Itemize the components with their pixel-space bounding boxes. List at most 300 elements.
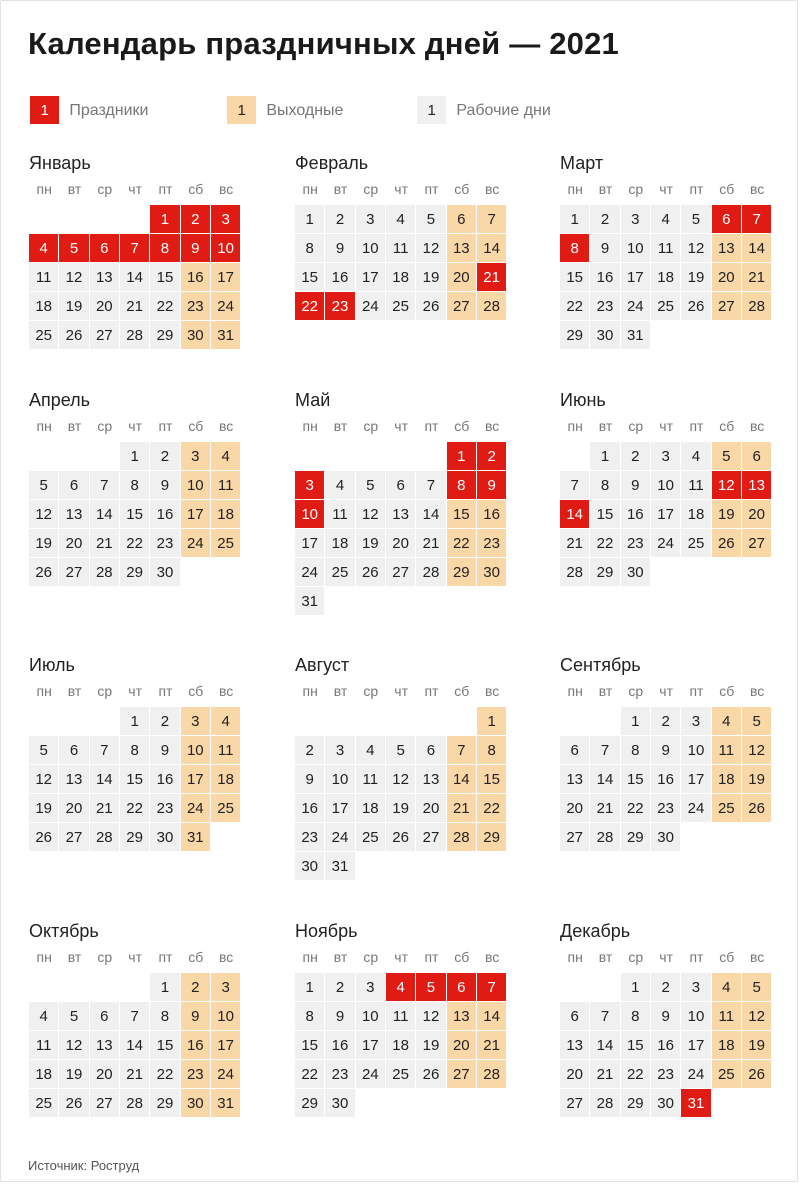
weekend-cell: 15 [447,500,476,528]
legend-swatch-weekend: 1 [227,96,256,124]
workday-cell: 15 [150,263,179,291]
month-name: Май [295,390,331,410]
weekday-label: вс [749,181,765,197]
weekend-cell: 11 [712,736,741,764]
weekend-cell: 7 [447,736,476,764]
weekend-cell: 24 [181,794,210,822]
weekend-cell: 11 [712,1002,741,1030]
weekday-header [29,946,244,968]
empty-cell [386,587,415,615]
workday-cell: 15 [150,1031,179,1059]
week-row [295,852,510,881]
weekday-label: пт [158,181,173,197]
weekday-label: чт [128,683,142,699]
week-row [560,292,775,321]
weekday-label: ср [363,181,379,197]
weekend-cell: 11 [211,471,240,499]
weekday-header [295,680,510,702]
month-days [295,973,510,1118]
week-row [29,736,244,765]
legend-label-workdays: Рабочие дни [456,101,551,119]
workday-cell: 25 [681,529,710,557]
weekday-label: сб [454,949,470,965]
empty-cell [59,442,88,470]
week-row [29,823,244,852]
weekend-cell: 14 [447,765,476,793]
workday-cell: 11 [681,471,710,499]
weekend-cell: 4 [712,707,741,735]
month-block [560,920,775,1118]
workday-cell: 26 [59,321,88,349]
holiday-cell: 7 [477,973,506,1001]
weekday-label: пт [689,683,704,699]
workday-cell: 4 [681,442,710,470]
workday-cell: 30 [651,1089,680,1117]
holiday-cell: 31 [681,1089,710,1117]
workday-cell: 3 [651,442,680,470]
weekend-cell: 25 [712,1060,741,1088]
workday-cell: 20 [90,1060,119,1088]
empty-cell [386,1089,415,1117]
week-row [560,471,775,500]
week-row [29,1089,244,1118]
weekend-cell: 13 [712,234,741,262]
workday-cell: 22 [621,794,650,822]
holiday-cell: 14 [560,500,589,528]
workday-cell: 28 [560,558,589,586]
weekend-cell: 12 [742,1002,771,1030]
empty-cell [560,442,589,470]
month-name: Март [560,153,604,173]
empty-cell [712,321,741,349]
week-row [295,292,510,321]
weekday-label: пн [302,181,318,197]
weekend-cell: 29 [477,823,506,851]
workday-cell: 2 [150,707,179,735]
workday-cell: 5 [29,736,58,764]
week-row [560,707,775,736]
workday-cell: 29 [621,1089,650,1117]
workday-cell: 14 [590,765,619,793]
workday-cell: 17 [621,263,650,291]
weekday-header [560,415,775,437]
workday-cell: 27 [386,558,415,586]
weekday-label: сб [188,949,204,965]
week-row [29,794,244,823]
workday-cell: 28 [90,823,119,851]
holiday-cell: 6 [712,205,741,233]
weekend-cell: 14 [742,234,771,262]
weekday-label: сб [719,418,735,434]
empty-cell [590,973,619,1001]
workday-cell: 21 [120,292,149,320]
weekday-label: вс [484,683,500,699]
weekend-cell: 30 [477,558,506,586]
workday-cell: 20 [59,529,88,557]
weekend-cell: 19 [742,1031,771,1059]
workday-cell: 2 [325,205,354,233]
weekday-label: пн [567,418,583,434]
weekday-label: пн [36,949,52,965]
workday-cell: 12 [29,765,58,793]
workday-cell: 3 [325,736,354,764]
workday-cell: 18 [356,794,385,822]
weekday-label: сб [719,949,735,965]
week-row [295,263,510,292]
week-row [560,321,775,350]
week-row [29,321,244,350]
weekend-cell: 25 [712,794,741,822]
workday-cell: 23 [150,529,179,557]
workday-cell: 11 [325,500,354,528]
week-row [29,1002,244,1031]
workday-cell: 26 [386,823,415,851]
month-days [29,973,244,1118]
week-row [295,442,510,471]
holiday-cell: 1 [150,205,179,233]
weekend-cell: 24 [211,1060,240,1088]
workday-cell: 15 [621,1031,650,1059]
weekday-label: сб [454,418,470,434]
weekend-cell: 23 [181,1060,210,1088]
holiday-cell: 22 [295,292,324,320]
holiday-cell: 23 [325,292,354,320]
weekday-label: сб [719,181,735,197]
workday-cell: 27 [59,558,88,586]
weekend-cell: 26 [742,794,771,822]
workday-cell: 30 [295,852,324,880]
weekday-label: чт [659,181,673,197]
workday-cell: 15 [295,263,324,291]
weekday-label: пн [36,683,52,699]
empty-cell [356,442,385,470]
workday-cell: 23 [590,292,619,320]
workday-cell: 27 [416,823,445,851]
workday-cell: 1 [621,973,650,1001]
workday-cell: 29 [150,1089,179,1117]
empty-cell [560,973,589,1001]
workday-cell: 19 [416,1031,445,1059]
weekday-label: пт [158,683,173,699]
month-block [29,920,244,1118]
weekday-label: пт [689,181,704,197]
weekday-label: вс [749,949,765,965]
weekday-label: сб [188,683,204,699]
month-name: Декабрь [560,921,631,941]
weekend-cell: 28 [477,1060,506,1088]
workday-cell: 24 [356,292,385,320]
week-row [560,736,775,765]
month-days [295,442,510,616]
workday-cell: 6 [59,471,88,499]
workday-cell: 17 [681,765,710,793]
workday-cell: 18 [651,263,680,291]
workday-cell: 8 [295,1002,324,1030]
weekend-cell: 31 [181,823,210,851]
workday-cell: 8 [621,736,650,764]
month-block [295,389,510,616]
workday-cell: 22 [295,1060,324,1088]
weekday-label: пт [424,683,439,699]
workday-cell: 8 [120,471,149,499]
weekday-header [29,415,244,437]
workday-cell: 6 [59,736,88,764]
weekday-header [295,946,510,968]
weekend-cell: 27 [447,292,476,320]
weekday-label: вт [333,949,348,965]
workday-cell: 14 [90,500,119,528]
weekend-cell: 25 [211,794,240,822]
workday-cell: 29 [120,823,149,851]
workday-cell: 21 [590,1060,619,1088]
empty-cell [651,558,680,586]
weekday-label: чт [659,683,673,699]
workday-cell: 2 [325,973,354,1001]
workday-cell: 9 [150,736,179,764]
workday-cell: 3 [681,973,710,1001]
empty-cell [477,852,506,880]
empty-cell [120,205,149,233]
week-row [560,973,775,1002]
workday-cell: 23 [325,1060,354,1088]
workday-cell: 1 [590,442,619,470]
month-name: Апрель [29,390,91,410]
workday-cell: 7 [90,471,119,499]
workday-cell: 24 [325,823,354,851]
month-block [295,654,510,881]
weekday-label: вс [218,181,234,197]
holiday-cell: 10 [211,234,240,262]
month-days [560,205,775,350]
weekend-cell: 18 [211,500,240,528]
weekend-cell: 31 [211,1089,240,1117]
empty-cell [416,587,445,615]
weekend-cell: 21 [447,794,476,822]
workday-cell: 16 [150,500,179,528]
week-row [29,558,244,587]
workday-cell: 1 [150,973,179,1001]
workday-cell: 16 [295,794,324,822]
weekend-cell: 23 [181,292,210,320]
empty-cell [447,852,476,880]
empty-cell [29,442,58,470]
weekday-header [295,415,510,437]
workday-cell: 5 [356,471,385,499]
workday-cell: 2 [651,973,680,1001]
weekend-cell: 27 [447,1060,476,1088]
workday-cell: 3 [621,205,650,233]
workday-cell: 21 [590,794,619,822]
workday-cell: 9 [651,1002,680,1030]
workday-cell: 22 [150,1060,179,1088]
week-row [560,529,775,558]
empty-cell [560,707,589,735]
source-note: Источник: Роструд [28,1158,140,1173]
empty-cell [325,707,354,735]
month-days [560,707,775,852]
workday-cell: 19 [416,263,445,291]
weekend-cell: 10 [181,736,210,764]
workday-cell: 3 [356,973,385,1001]
empty-cell [590,707,619,735]
holiday-cell: 5 [416,973,445,1001]
week-row [560,823,775,852]
empty-cell [29,973,58,1001]
workday-cell: 23 [295,823,324,851]
weekday-label: пт [424,949,439,965]
workday-cell: 10 [356,1002,385,1030]
weekend-cell: 17 [211,263,240,291]
workday-cell: 21 [90,794,119,822]
workday-cell: 17 [651,500,680,528]
workday-cell: 10 [325,765,354,793]
weekend-cell: 20 [742,500,771,528]
month-block [29,654,244,852]
workday-cell: 28 [90,558,119,586]
week-row [295,736,510,765]
workday-cell: 13 [59,500,88,528]
weekend-cell: 17 [181,765,210,793]
weekday-header [29,178,244,200]
workday-cell: 30 [150,823,179,851]
workday-cell: 25 [386,1060,415,1088]
weekend-cell: 27 [742,529,771,557]
workday-cell: 8 [621,1002,650,1030]
weekday-label: сб [188,418,204,434]
workday-cell: 9 [295,765,324,793]
workday-cell: 9 [621,471,650,499]
workday-cell: 26 [416,1060,445,1088]
empty-cell [295,442,324,470]
weekend-cell: 19 [712,500,741,528]
workday-cell: 10 [356,234,385,262]
weekday-label: пн [302,683,318,699]
week-row [29,1031,244,1060]
weekend-cell: 16 [181,1031,210,1059]
workday-cell: 10 [621,234,650,262]
month-days [295,205,510,321]
holiday-cell: 10 [295,500,324,528]
holiday-cell: 4 [386,973,415,1001]
workday-cell: 5 [59,1002,88,1030]
holiday-cell: 6 [90,234,119,262]
weekday-label: пн [567,181,583,197]
week-row [560,1002,775,1031]
workday-cell: 22 [150,292,179,320]
workday-cell: 21 [560,529,589,557]
empty-cell [29,205,58,233]
month-block [29,389,244,587]
workday-cell: 7 [416,471,445,499]
workday-cell: 12 [59,263,88,291]
weekend-cell: 19 [742,765,771,793]
workday-cell: 14 [416,500,445,528]
month-name: Январь [29,153,91,173]
weekday-label: пт [689,418,704,434]
weekday-label: вт [598,949,613,965]
workday-cell: 26 [416,292,445,320]
workday-cell: 1 [120,707,149,735]
week-row [295,765,510,794]
workday-cell: 11 [386,1002,415,1030]
weekday-label: вт [67,418,82,434]
empty-cell [356,707,385,735]
weekday-label: пт [689,949,704,965]
workday-cell: 25 [29,321,58,349]
workday-cell: 17 [681,1031,710,1059]
workday-cell: 29 [150,321,179,349]
workday-cell: 11 [29,1031,58,1059]
workday-cell: 29 [590,558,619,586]
empty-cell [356,1089,385,1117]
holiday-cell: 3 [211,205,240,233]
empty-cell [712,558,741,586]
workday-cell: 30 [651,823,680,851]
week-row [295,973,510,1002]
workday-cell: 21 [120,1060,149,1088]
empty-cell [211,823,240,851]
workday-cell: 28 [590,823,619,851]
workday-cell: 30 [621,558,650,586]
empty-cell [681,321,710,349]
weekend-cell: 28 [477,292,506,320]
weekday-label: сб [188,181,204,197]
week-row [29,529,244,558]
workday-cell: 4 [386,205,415,233]
weekend-cell: 8 [477,736,506,764]
workday-cell: 10 [681,1002,710,1030]
month-name: Февраль [295,153,369,173]
workday-cell: 8 [590,471,619,499]
workday-cell: 30 [325,1089,354,1117]
empty-cell [90,973,119,1001]
month-block [295,920,510,1118]
workday-cell: 23 [651,1060,680,1088]
workday-cell: 10 [651,471,680,499]
empty-cell [90,442,119,470]
weekend-cell: 13 [447,234,476,262]
workday-cell: 8 [295,234,324,262]
week-row [560,1031,775,1060]
weekday-label: пт [158,418,173,434]
week-row [29,765,244,794]
workday-cell: 18 [325,529,354,557]
workday-cell: 18 [386,263,415,291]
workday-cell: 4 [356,736,385,764]
workday-cell: 28 [120,1089,149,1117]
weekday-label: ср [363,683,379,699]
weekday-label: пн [36,181,52,197]
weekend-cell: 21 [742,263,771,291]
empty-cell [742,823,771,851]
week-row [29,471,244,500]
workday-cell: 20 [416,794,445,822]
workday-cell: 6 [416,736,445,764]
week-row [295,205,510,234]
weekday-label: вс [218,949,234,965]
weekday-label: вт [67,949,82,965]
weekday-label: ср [97,683,113,699]
weekend-cell: 20 [447,1031,476,1059]
empty-cell [712,823,741,851]
week-row [560,1060,775,1089]
week-row [295,1089,510,1118]
workday-cell: 21 [416,529,445,557]
weekday-label: чт [128,418,142,434]
weekday-label: ср [363,949,379,965]
workday-cell: 17 [325,794,354,822]
weekend-cell: 22 [447,529,476,557]
